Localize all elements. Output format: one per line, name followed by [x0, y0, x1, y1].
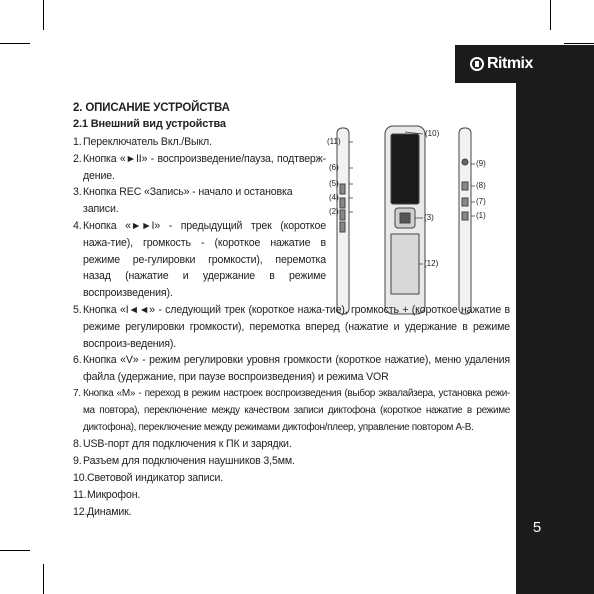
callout-2: (2)	[329, 207, 339, 216]
subsection-title: 2.1 Внешний вид устройства	[73, 118, 226, 130]
list-item: 6. Кнопка «V» - режим регулировки уровня громкости (короткое нажатие), меню удаления файла (удержание, при паузе воспроизведения) и режима VOR	[73, 354, 510, 384]
list-item: 7. Кнопка «M» - переход в режим настроек воспроизведения (выбор эквалайзера, установка режи-ма повтора), переключение между качеством записи диктофона (короткое нажатие в режиме диктофона), переключение между режимами диктофон/плеер, управление повтором A-B.	[73, 387, 510, 433]
document-body	[73, 100, 510, 520]
crop-mark	[0, 43, 30, 44]
callout-1: (1)	[476, 211, 486, 220]
callout-4: (4)	[329, 193, 339, 202]
callout-12: (12)	[424, 259, 439, 268]
brand-logo	[470, 52, 533, 76]
parts-list	[73, 134, 510, 520]
callout-10: (10)	[425, 129, 440, 138]
list-item: 4. Кнопка «►►I» - предыдущий трек (короткое нажа-тие), громкость - (короткое нажатие в режиме ре-гулировки громкости), перемотка назад (нажатие и удержание в режиме воспроизведения).	[73, 219, 326, 300]
logo-text: Ritmix	[487, 55, 533, 72]
page-sidebar	[516, 75, 594, 594]
list-item: 9. Разъем для подключения наушников 3,5мм.	[73, 455, 295, 468]
callout-5: (5)	[329, 179, 339, 188]
page-number: 5	[532, 519, 542, 536]
crop-mark	[550, 0, 551, 30]
list-item: 8. USB-порт для подключения к ПК и зарядки.	[73, 438, 292, 451]
list-item: 5. Кнопка «I◄◄» - следующий трек (короткое нажа-тие), громкость + (короткое нажатие в режиме регулировки громкости), перемотка вперед (нажатие и удержание в режиме воспроиз-ведения).	[73, 303, 510, 350]
list-item: 11. Микрофон.	[73, 488, 141, 501]
list-item: 1. Переключатель Вкл./Выкл.	[73, 136, 212, 148]
crop-mark	[564, 43, 594, 44]
list-item: 12. Динамик.	[73, 505, 132, 518]
list-item: 10. Световой индикатор записи.	[73, 471, 224, 484]
section-title: 2. ОПИСАНИЕ УСТРОЙСТВА	[73, 102, 230, 114]
crop-mark	[43, 564, 44, 594]
callout-7: (7)	[476, 197, 486, 206]
callout-11: (11)	[327, 137, 341, 146]
crop-mark	[0, 550, 30, 551]
crop-mark	[43, 0, 44, 30]
callout-9: (9)	[476, 159, 486, 168]
callout-3: (3)	[424, 213, 434, 222]
list-item: 2. Кнопка «►II» - воспроизведение/пауза, подтверж-дение.	[73, 152, 326, 182]
callout-8: (8)	[476, 181, 486, 190]
logo-icon	[470, 57, 484, 71]
callout-6: (6)	[329, 163, 339, 172]
list-item: 3. Кнопка REC «Запись» - начало и остановка записи.	[73, 186, 293, 216]
